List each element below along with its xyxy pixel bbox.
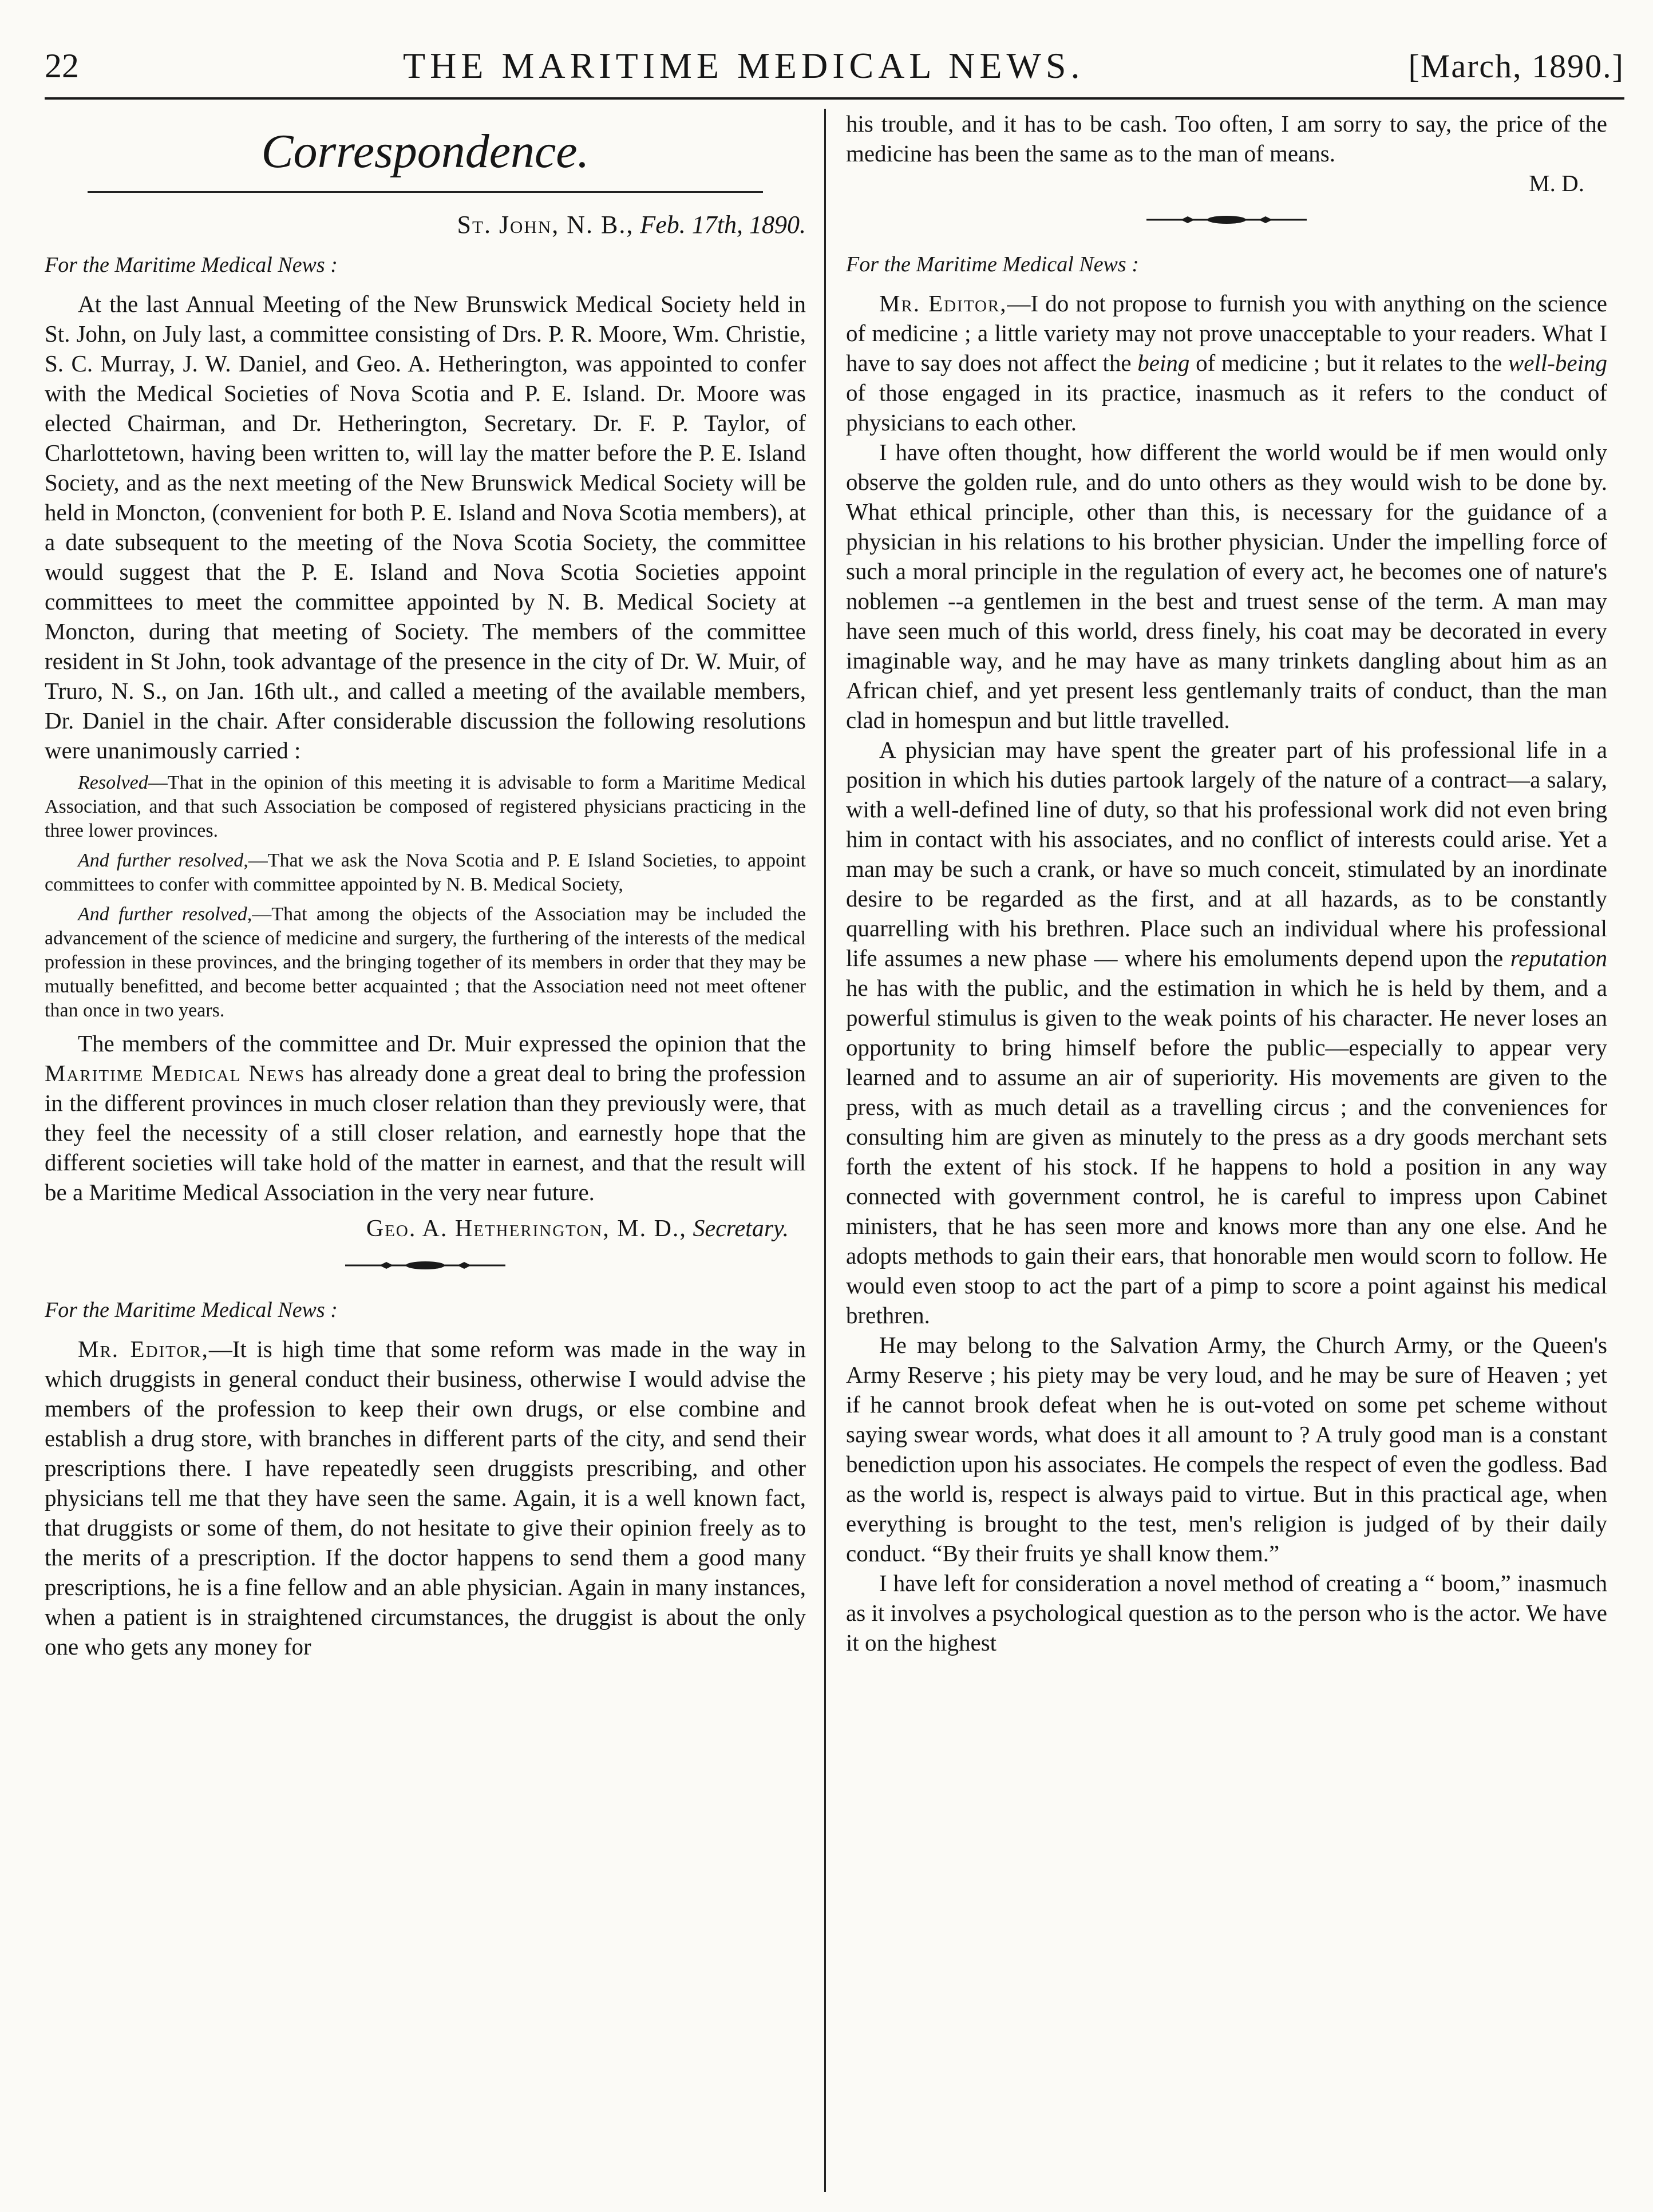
page-number: 22 bbox=[45, 46, 79, 85]
letter3-paragraph-2: I have often thought, how different the world would be if men would only observe the golden rule, and do unto others as they would wish to be done by. What ethical principle, other than this, is necessary for the guidance of a physician in his relations to his brother physician. Under the impelling force of such a moral principle in the regulation of every act, he becomes one of nature's noblemen --a gentlemen in the best and truest sense of the term. A man may have seen much of this world, dress finely, his coat may be decorated in every imaginable way, and he may have as many trinkets dangling about him as an African chief, and yet present less gentlemanly traits of conduct, than the man clad in homespun and but little travelled. bbox=[846, 439, 1607, 733]
letter1-paragraph-1: At the last Annual Meeting of the New Brunswick Medical Society held in St. John, on July last, a committee consisting of Drs. P. R. Moore, Wm. Christie, S. C. Murray, J. W. Daniel, and Geo. A. Hetherington, was appointed to confer with the Medical Societies of Nova Scotia and P. E. Island. Dr. Moore was elected Chairman, and Dr. Hetherington, Secretary. Dr. F. P. Taylor, of Charlottetown, having been written to, will lay the matter before the P. E. Island Society, and as the next meeting of the New Brunswick Medical Society will be held in Moncton, (convenient for both P. E. Island and Nova Scotia members), at a date subsequent to the meeting of the Nova Scotia Society, the committee would suggest that the P. E. Island and Nova Scotia Societies appoint committees to meet the committee appointed by N. B. Medical Society at Moncton, during that meeting of Society. The members of the committee resident in St John, took advantage of the presence in the city of Dr. W. Muir, of Truro, N. S., on Jan. 16th ult., and called a meeting of the available members, Dr. Daniel in the chair. After considerable discussion the following resolutions were unanimously carried : bbox=[45, 291, 806, 763]
letter3-paragraph-4: He may belong to the Salvation Army, the Church Army, or the Queen's Army Reserve ; his piety may be very loud, and he may be sure of Heaven ; yet if he cannot brook defeat when he is out-voted on some pet scheme without saying swear words, what does it all amount to ? A truly good man is a constant benediction upon his associates. He compels the respect of even the godless. Bad as the world is, respect is always paid to virtue. But in this practical age, when everything is brought to the test, men's religion is judged of by their daily conduct. “By their fruits ye shall know them.” bbox=[846, 1332, 1607, 1566]
page-header bbox=[45, 34, 1624, 100]
ornament-graphic-2 bbox=[1146, 213, 1307, 227]
letter3-salutation: Mr. Editor, bbox=[879, 290, 1007, 316]
resolution-3 bbox=[45, 903, 806, 1023]
resolution-1 bbox=[45, 771, 806, 843]
resolution-2-lead: And further resolved, bbox=[78, 850, 248, 871]
journal-title: THE MARITIME MEDICAL NEWS. bbox=[403, 45, 1085, 86]
letter3-p1-part-a: —I do not propose to furnish you with anything on the science of medicine ; a little variety may not prove unacceptable to your readers. What I have to say does not affect the bbox=[846, 290, 1607, 376]
ornament-graphic bbox=[345, 1259, 505, 1272]
resolution-1-lead: Resolved bbox=[78, 772, 148, 793]
letter2-signature: M. D. bbox=[1529, 170, 1584, 196]
resolution-1-text: —That in the opinion of this meeting it is advisable to form a Maritime Medical Association, and that such Association be composed of registered physicians practicing in the three lower provinces. bbox=[45, 772, 806, 841]
letter2-body: —It is high time that some reform was made in the way in which druggists in general conduct their business, otherwise I would advise the members of the profession to keep their own drugs, or else combine and establish a drug store, with branches in different parts of the city, and send their prescriptions there. I have repeatedly seen druggists prescribing, and other physicians tell me that they have seen the same. Again, it is a well known fact, that druggists or some of them, do not hesitate to give their opinion freely as to the merits of a prescription. If the doctor happens to send them a good many prescriptions, he is a fine fellow and an able physician. Again in many instances, when a patient is in straightened circumstances, the druggist is about the only one who gets any money for bbox=[45, 1336, 806, 1660]
letter3-paragraph-5: I have left for consideration a novel method of creating a “ boom,” inasmuch as it involves a psychological question as to the person who is the actor. We have it on the highest bbox=[846, 1570, 1607, 1656]
signature-title: Secretary. bbox=[693, 1216, 789, 1242]
italic-being: being bbox=[1137, 350, 1190, 376]
letter3-inscription: For the Maritime Medical News : bbox=[846, 252, 1139, 276]
letter3-p3-part-b: he has with the public, and the estimation in which he is held by them, and a powerful stimulus is given to the weak points of his character. He never loses an opportunity to bring himself before the public—especially to appear very learned and to assume an air of superiority. His movements are given to the press, with as much detail as a travelling circus ; and the conveniences for consulting him are given as minutely to the press as a dry goods merchant sets forth the extent of his stock. If he happens to hold a position in any way connected with government control, he is careful to impress upon Cabinet ministers, that he has seen more and knows more than any one else. And he adopts methods to gain their ears, that honorable men would scorn to follow. He would even stoop to act the part of a pimp to score a point against his medical brethren. bbox=[846, 975, 1607, 1328]
letter2-salutation: Mr. Editor, bbox=[78, 1336, 209, 1362]
column-rule bbox=[824, 109, 826, 2192]
letter2-inscription: For the Maritime Medical News : bbox=[45, 1298, 338, 1322]
letter3-p1-part-c: of those engaged in its practice, inasmuch as it refers to the conduct of physicians to each other. bbox=[846, 379, 1607, 436]
right-column bbox=[846, 109, 1607, 2192]
letter3-paragraph-3 bbox=[846, 735, 1607, 1330]
letter1-p2-part-b: has already done a great deal to bring the profession in the different provinces in much closer relation than they previously were, that they feel the necessity of a still closer relation, and earnestly hope that the different societies will take hold of the matter in earnest, and that the result will be a Maritime Medical Association in the very near future. bbox=[45, 1060, 806, 1205]
letter2-continuation: his trouble, and it has to be cash. Too often, I am sorry to say, the price of the medicine has been the same as to the man of means. bbox=[846, 110, 1607, 167]
letter1-place: St. John, N. B., bbox=[457, 211, 634, 239]
issue-date: [March, 1890.] bbox=[1408, 47, 1624, 85]
journal-name-mention: Maritime Medical News bbox=[45, 1060, 306, 1086]
title-rule bbox=[88, 191, 763, 193]
italic-reputation: reputation bbox=[1510, 945, 1607, 971]
letter1-dateline bbox=[45, 210, 806, 240]
letter1-p2-part-a: The members of the committee and Dr. Muir expressed the opinion that the bbox=[78, 1030, 806, 1056]
resolution-3-lead: And further resolved, bbox=[78, 904, 252, 925]
signature-name: Geo. A. Hetherington, M. D., bbox=[366, 1216, 687, 1242]
left-column bbox=[45, 109, 806, 2192]
divider-ornament-2 bbox=[846, 213, 1607, 227]
letter1-signature bbox=[45, 1214, 789, 1244]
italic-well-being: well-being bbox=[1508, 350, 1607, 376]
divider-ornament bbox=[45, 1259, 806, 1272]
letter2-paragraph-1 bbox=[45, 1334, 806, 1661]
section-title: Correspondence. bbox=[261, 125, 590, 178]
resolution-3-text: —That among the objects of the Association may be included the advancement of the science of medicine and surgery, the furthering of the interests of the medical profession in these provinces, and the bringing together of its members in order that they may be mutually benefitted, and become better acquainted ; that the Association need not meet oftener than once in two years. bbox=[45, 904, 806, 1021]
resolution-2 bbox=[45, 849, 806, 897]
letter3-p1-part-b: of medicine ; but it relates to the bbox=[1189, 350, 1508, 376]
letter1-paragraph-2 bbox=[45, 1028, 806, 1207]
resolution-2-text: —That we ask the Nova Scotia and P. E Island Societies, to appoint committees to confer with committee appointed by N. B. Medical Society, bbox=[45, 850, 806, 895]
letter1-inscription: For the Maritime Medical News : bbox=[45, 253, 338, 277]
letter3-p3-part-a: A physician may have spent the greater part of his professional life in a position in which his duties partook largely of the nature of a contract—a salary, with a well-defined line of duty, so that his professional work did not even bring him in contact with his associates, and no conflict of interests could arise. Yet a man may be such a crank, or have so much conceit, stimulated by an inordinate desire to be regarded as the first, and at all hazards, as to be constantly quarrelling with his brethren. Place such an individual where his professional life assumes a new phase — where his emoluments depend upon the bbox=[846, 737, 1607, 971]
letter3-paragraph-1 bbox=[846, 288, 1607, 437]
letter1-date: Feb. 17th, 1890. bbox=[640, 211, 806, 239]
